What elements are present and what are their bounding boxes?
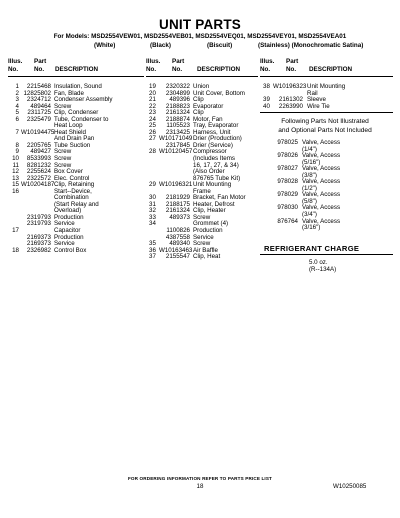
header-part-no: Part No.	[34, 58, 47, 73]
document-id: W10250085	[333, 483, 367, 490]
note-rule	[260, 112, 393, 113]
parts-column-1	[10, 84, 144, 254]
part-description: Motor, Fan	[193, 115, 223, 123]
part-description: Clip, Condenser	[54, 109, 99, 117]
illus-number: 18	[12, 246, 19, 254]
illus-number: 24	[149, 115, 156, 123]
part-number: 978025	[277, 139, 298, 146]
part-description: Unit Mounting	[193, 181, 232, 189]
valve-size: (5/8")	[302, 197, 317, 205]
refrigerant-charge-title: REFRIGERANT CHARGE	[264, 244, 360, 253]
part-description: Service	[193, 233, 214, 241]
refrigerant-rule	[260, 254, 393, 255]
header-part-no: Part No.	[286, 58, 299, 73]
part-number: 2169373	[26, 233, 51, 241]
part-description: (Includes Items	[193, 155, 235, 163]
part-description: Air Baffle	[193, 246, 218, 254]
part-number: W10194475	[21, 128, 55, 136]
part-description: Screw	[54, 161, 72, 169]
part-description: Drier (Production)	[193, 135, 242, 143]
illus-number: 34	[149, 220, 156, 228]
illus-number: 29	[149, 181, 156, 189]
part-description: Tray, Evaporator	[193, 122, 239, 130]
finish-white: (White)	[94, 42, 116, 49]
part-number: 978026	[277, 152, 298, 160]
part-row	[149, 254, 259, 261]
header-description: DESCRIPTION	[55, 65, 99, 73]
part-number: 2155547	[165, 253, 190, 261]
illus-number: 40	[263, 102, 270, 110]
illus-number: 20	[149, 89, 156, 97]
part-number: 8533993	[26, 155, 51, 163]
part-number: 876764	[277, 217, 298, 225]
part-description: Combination	[54, 194, 89, 202]
part-number: 1100826	[166, 227, 190, 235]
illus-number: 36	[149, 246, 156, 254]
illus-number: 6	[15, 115, 19, 123]
part-number: 2304899	[165, 89, 190, 97]
valve-size-row	[260, 225, 390, 232]
part-number: 2319793	[26, 213, 51, 221]
part-number: 2325479	[26, 115, 51, 123]
illus-number: 5	[15, 109, 19, 117]
illus-number: 16	[12, 187, 19, 195]
finish-biscuit: (Biscuit)	[207, 42, 233, 49]
part-number: 2161324	[165, 109, 190, 117]
part-number: 489427	[30, 148, 51, 156]
part-description: Union	[193, 83, 210, 90]
illus-number: 35	[149, 240, 156, 248]
header-illus-no: Illus. No.	[260, 58, 275, 73]
valve-size: (1/2")	[302, 184, 317, 192]
part-number: 2320322	[165, 83, 190, 90]
part-description: Production	[54, 213, 84, 221]
part-number: W10163463	[159, 246, 193, 254]
illus-number: 1	[15, 83, 19, 90]
part-number: 978029	[277, 191, 298, 199]
part-description: Elec. Control	[54, 174, 90, 182]
illus-number: 17	[12, 227, 19, 235]
part-description: Screw	[193, 213, 211, 221]
illus-number: 10	[12, 155, 19, 163]
part-description: Screw	[193, 240, 211, 248]
header-rule	[8, 76, 144, 77]
part-description: (Also Order	[193, 168, 225, 176]
part-description: Valve, Access	[302, 139, 341, 146]
illus-number: 39	[263, 96, 270, 104]
part-description: Heater, Defrost	[193, 200, 235, 208]
page-number: 18	[196, 483, 204, 490]
illus-number: 19	[149, 83, 156, 90]
illus-number: 2	[15, 89, 19, 97]
part-number: 2255624	[26, 168, 51, 176]
part-number: W10204187	[21, 181, 55, 189]
part-description: 876765 Tube Kit)	[193, 174, 241, 182]
part-description: Rail	[307, 89, 318, 97]
part-description: Valve, Access	[302, 165, 341, 173]
part-number: W10196321	[159, 181, 193, 189]
part-description: Valve, Access	[302, 191, 341, 199]
valve-size: (3/8")	[302, 171, 317, 179]
illus-number: 30	[149, 194, 156, 202]
part-number: 489396	[169, 96, 190, 104]
part-description: Grommet (4)	[193, 220, 229, 228]
part-number: 489373	[169, 213, 190, 221]
part-number: 2322572	[26, 174, 51, 182]
part-description: Insulation, Sound	[54, 83, 102, 90]
parts-column-3	[263, 84, 393, 110]
header-description: DESCRIPTION	[197, 65, 241, 73]
illus-number: 25	[149, 122, 156, 130]
part-number: 2263990	[278, 102, 303, 110]
header-rule	[146, 76, 258, 77]
part-number: 978028	[277, 178, 298, 186]
illus-number: 37	[149, 253, 156, 261]
part-number: 2188175	[165, 200, 190, 208]
part-description: Clip, Heat	[193, 253, 221, 261]
illus-number: 15	[12, 181, 19, 189]
part-number: 2324712	[26, 96, 51, 104]
part-description: Wire Tie	[307, 102, 330, 110]
part-number: 2317845	[165, 141, 190, 149]
illus-number: 26	[149, 128, 156, 136]
part-row	[263, 104, 393, 111]
part-number: 1105523	[166, 122, 190, 130]
illus-number: 28	[149, 148, 156, 156]
part-description: Screw	[54, 102, 72, 110]
not-illustrated-note: Following Parts Not Illustrated and Optional Parts Not Included	[278, 118, 372, 134]
illus-number: 4	[15, 102, 19, 110]
part-number: 12825802	[23, 89, 51, 97]
part-description: Start--Device,	[54, 187, 92, 195]
header-part-no: Part No.	[172, 58, 185, 73]
part-row	[10, 248, 144, 255]
part-number: 2161302	[278, 96, 303, 104]
part-description: Valve, Access	[302, 178, 341, 186]
part-description: 16, 17, 27, & 34)	[193, 161, 239, 169]
part-number: 2188874	[165, 115, 190, 123]
part-number: W10196323	[273, 83, 307, 90]
model-list: For Models: MSD2554VEW01, MSD2554VEB01, MSD2554VEQ01, MSD2554VEY01, MSD2554VEA01	[53, 33, 347, 40]
illus-number: 13	[12, 174, 19, 182]
part-number: 4387558	[165, 233, 190, 241]
part-description: Screw	[54, 155, 72, 163]
illus-number: 21	[149, 96, 156, 104]
part-description: Overload)	[54, 207, 82, 215]
part-description: Fan, Blade	[54, 89, 84, 97]
part-number: 2326982	[26, 246, 51, 254]
part-description: Clip, Retaining	[54, 181, 95, 189]
part-description: Screw	[54, 148, 72, 156]
part-number: 489340	[169, 240, 190, 248]
parts-column-2	[149, 84, 259, 261]
header-illus-no: Illus. No.	[8, 58, 23, 73]
part-description: Unit Cover, Bottom	[193, 89, 245, 97]
part-number: 489464	[30, 102, 51, 110]
part-description: Clip	[193, 96, 204, 104]
illus-number: 3	[15, 96, 19, 104]
valve-size: (1/4")	[302, 145, 317, 153]
part-description: Production	[193, 227, 223, 235]
part-description: Service	[54, 240, 75, 248]
part-description: (Start Relay and	[54, 200, 99, 208]
part-description: Bracket, Fan Motor	[193, 194, 246, 202]
part-description: Capacitor	[54, 227, 81, 235]
illus-number: 33	[149, 213, 156, 221]
header-illus-no: Illus. No.	[146, 58, 161, 73]
refrigerant-charge-amount: 5.0 oz. (R--134A)	[309, 259, 337, 274]
part-description: Heat Loop	[54, 122, 83, 130]
part-number: 978027	[277, 165, 298, 173]
illus-number: 27	[149, 135, 156, 143]
illus-number: 31	[149, 200, 156, 208]
valve-size: (3/16")	[302, 224, 321, 232]
part-description: Clip	[193, 109, 204, 117]
part-description: And Drain Pan	[54, 135, 95, 143]
part-number: 2319793	[26, 220, 51, 228]
illus-number: 22	[149, 102, 156, 110]
part-number: 2181929	[165, 194, 190, 202]
finish-stainless-satina: (Stainless) (Monochromatic Satina)	[258, 42, 364, 49]
illus-number: 8	[15, 141, 19, 149]
part-number: 2205765	[26, 141, 51, 149]
part-description: Valve, Access	[302, 152, 341, 160]
illus-number: 9	[15, 148, 19, 156]
access-valve-list	[260, 140, 390, 232]
part-description: Heat Shield	[54, 128, 86, 136]
finish-black: (Black)	[150, 42, 171, 49]
part-number: 2161324	[165, 207, 190, 215]
page-title: UNIT PARTS	[159, 17, 241, 32]
part-number: 8281232	[26, 161, 51, 169]
part-number: 2313425	[165, 128, 190, 136]
illus-number: 38	[263, 83, 270, 90]
part-description: Sleeve	[307, 96, 326, 104]
part-number: 2188823	[165, 102, 190, 110]
part-description: Valve, Access	[302, 217, 341, 225]
part-description: Compressor	[193, 148, 227, 156]
part-number: W10171049	[159, 135, 193, 143]
part-description: Harness, Unit	[193, 128, 231, 136]
part-description: Unit Mounting	[307, 83, 346, 90]
part-description: Service	[54, 220, 75, 228]
header-rule	[260, 76, 393, 77]
part-number: 2311725	[27, 109, 51, 117]
part-description: Tube, Condenser to	[54, 115, 109, 123]
part-description: Clip, Heater	[193, 207, 226, 215]
part-description: Frame	[193, 187, 211, 195]
illus-number: 11	[12, 161, 19, 169]
illus-number: 32	[149, 207, 156, 215]
valve-size: (3/4")	[302, 211, 317, 219]
part-description: Tube Suction	[54, 141, 91, 149]
part-number: W10120457	[159, 148, 193, 156]
part-description: Control Box	[54, 246, 87, 254]
illus-number: 23	[149, 109, 156, 117]
part-number: 2215468	[26, 83, 51, 90]
part-number: 978030	[277, 204, 298, 212]
part-description: Evaporator	[193, 102, 224, 110]
part-description: Condenser Assembly	[54, 96, 113, 104]
ordering-info-footer: FOR ORDERING INFORMATION REFER TO PARTS PRICE LIST	[127, 476, 273, 481]
part-number: 2169373	[26, 240, 51, 248]
valve-size: (5/16")	[302, 158, 321, 166]
header-description: DESCRIPTION	[309, 65, 353, 73]
part-description: Drier (Service)	[193, 141, 233, 149]
part-description: Box Cover	[54, 168, 83, 176]
illus-number: 12	[12, 168, 19, 176]
part-description: Production	[54, 233, 84, 241]
part-description: Valve, Access	[302, 204, 341, 212]
illus-number: 7	[15, 128, 19, 136]
